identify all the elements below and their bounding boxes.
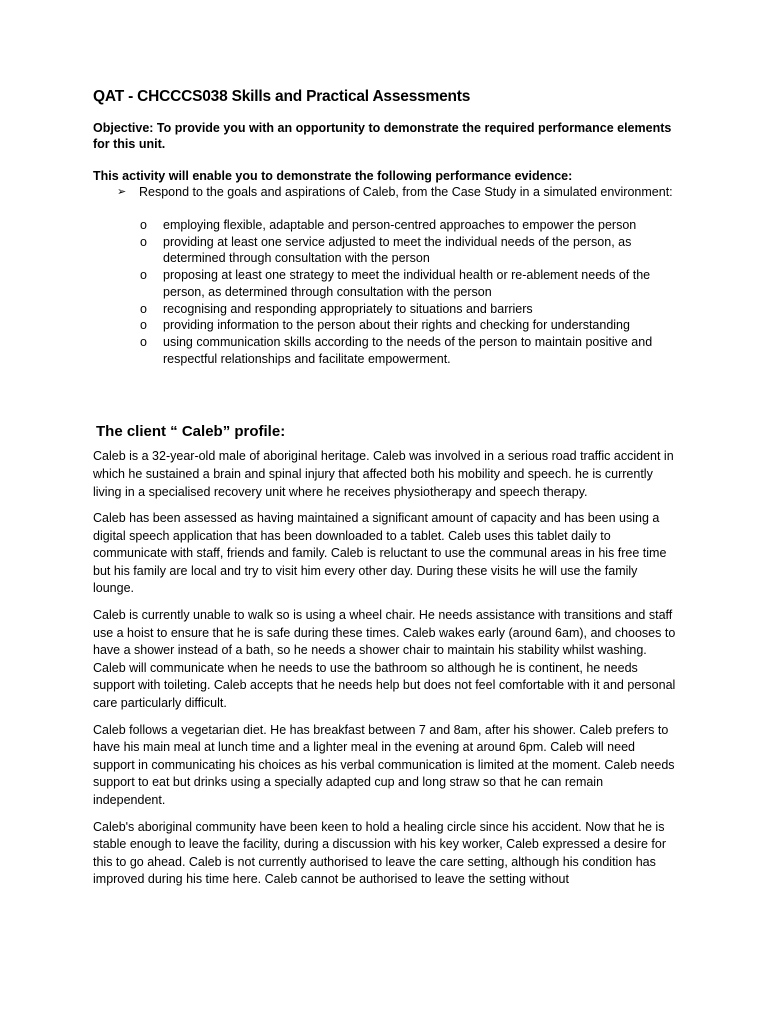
circle-bullet-icon: o	[140, 334, 147, 349]
list-item-text: providing information to the person about their rights and checking for understanding	[163, 318, 630, 333]
list-item-text: providing at least one service adjusted to meet the individual needs of the person, as determined through consultation with the person	[163, 234, 632, 266]
profile-paragraph: Caleb's aboriginal community have been keen to hold a healing circle since his accident. Now that he is stable enough to leave the facility, during a discussion with his key worker, Caleb expressed a desire for this to go ahead. Caleb is not currently authorised to leave the care setting, although his condition has improved during his time here. Caleb cannot be authorised to leave the setting without	[93, 819, 666, 887]
circle-bullet-icon: o	[140, 318, 147, 333]
main-bullet-text: Respond to the goals and aspirations of Caleb, from the Case Study in a simulated environment:	[139, 185, 673, 199]
list-item	[93, 234, 678, 267]
profile-paragraph: Caleb follows a vegetarian diet. He has breakfast between 7 and 8am, after his shower. Caleb prefers to have his main meal at lunch time and a lighter meal in the evening at around 6pm. Caleb will need support in communicating his choices as his verbal communication is limited at the moment. Caleb needs support to eat but drinks using a specially adapted cup and long straw so that he can remain independent.	[93, 722, 675, 808]
document-title: QAT - CHCCCS038 Skills and Practical Assessments	[93, 88, 471, 105]
list-item-text: using communication skills according to the needs of the person to maintain positive and respectful relationships and facilitate empowerment.	[163, 334, 653, 366]
main-bullet-item	[93, 184, 678, 201]
list-item-text: recognising and responding appropriately to situations and barriers	[163, 301, 533, 316]
list-item	[93, 267, 678, 300]
objective-text: Objective: To provide you with an opportunity to demonstrate the required performance elements for this unit.	[93, 121, 672, 151]
document-content	[93, 84, 678, 898]
list-item-text: employing flexible, adaptable and person-centred approaches to empower the person	[163, 218, 637, 232]
profile-paragraph: Caleb is a 32-year-old male of aboriginal heritage. Caleb was involved in a serious road traffic accident in which he sustained a brain and spinal injury that affected both his mobility and speech. he is currently living in a specialised recovery unit where he receives physiotherapy and speech therapy.	[93, 449, 674, 499]
profile-paragraph: Caleb has been assessed as having maintained a significant amount of capacity and has been using a digital speech application that has been downloaded to a tablet. Caleb uses this tablet daily to communicate with staff, friends and family. Caleb is reluctant to use the communal areas in his free time but his family are local and try to visit him every other day. During these visits he will use the family lounge.	[93, 511, 667, 596]
circle-bullet-icon: o	[140, 218, 147, 232]
list-item-text: proposing at least one strategy to meet the individual health or re-ablement needs of the person, as determined through consultation with the person	[163, 268, 651, 299]
circle-bullet-icon: o	[140, 268, 147, 283]
activity-intro: This activity will enable you to demonstrate the following performance evidence:	[93, 169, 573, 183]
circle-bullet-icon: o	[140, 234, 147, 249]
list-item	[93, 334, 678, 367]
profile-paragraph: Caleb is currently unable to walk so is using a wheel chair. He needs assistance with transitions and staff use a hoist to ensure that he is safe during these times. Caleb wakes early (around 6am), and chooses to have a shower instead of a bath, so he needs a shower chair to maintain his stability whilst washing. Caleb will communicate when he needs to use the bathroom so although he is continent, he needs support with toileting. Caleb accepts that he needs help but does not feel comfortable with it and personal care particularly difficult.	[93, 608, 676, 711]
profile-heading: The client “ Caleb” profile:	[96, 423, 286, 441]
circle-bullet-icon: o	[140, 301, 147, 316]
arrow-bullet-icon: ➢	[117, 186, 127, 198]
list-item	[93, 301, 678, 318]
list-item	[93, 217, 678, 234]
sub-bullet-list	[93, 217, 678, 367]
list-item	[93, 317, 678, 334]
